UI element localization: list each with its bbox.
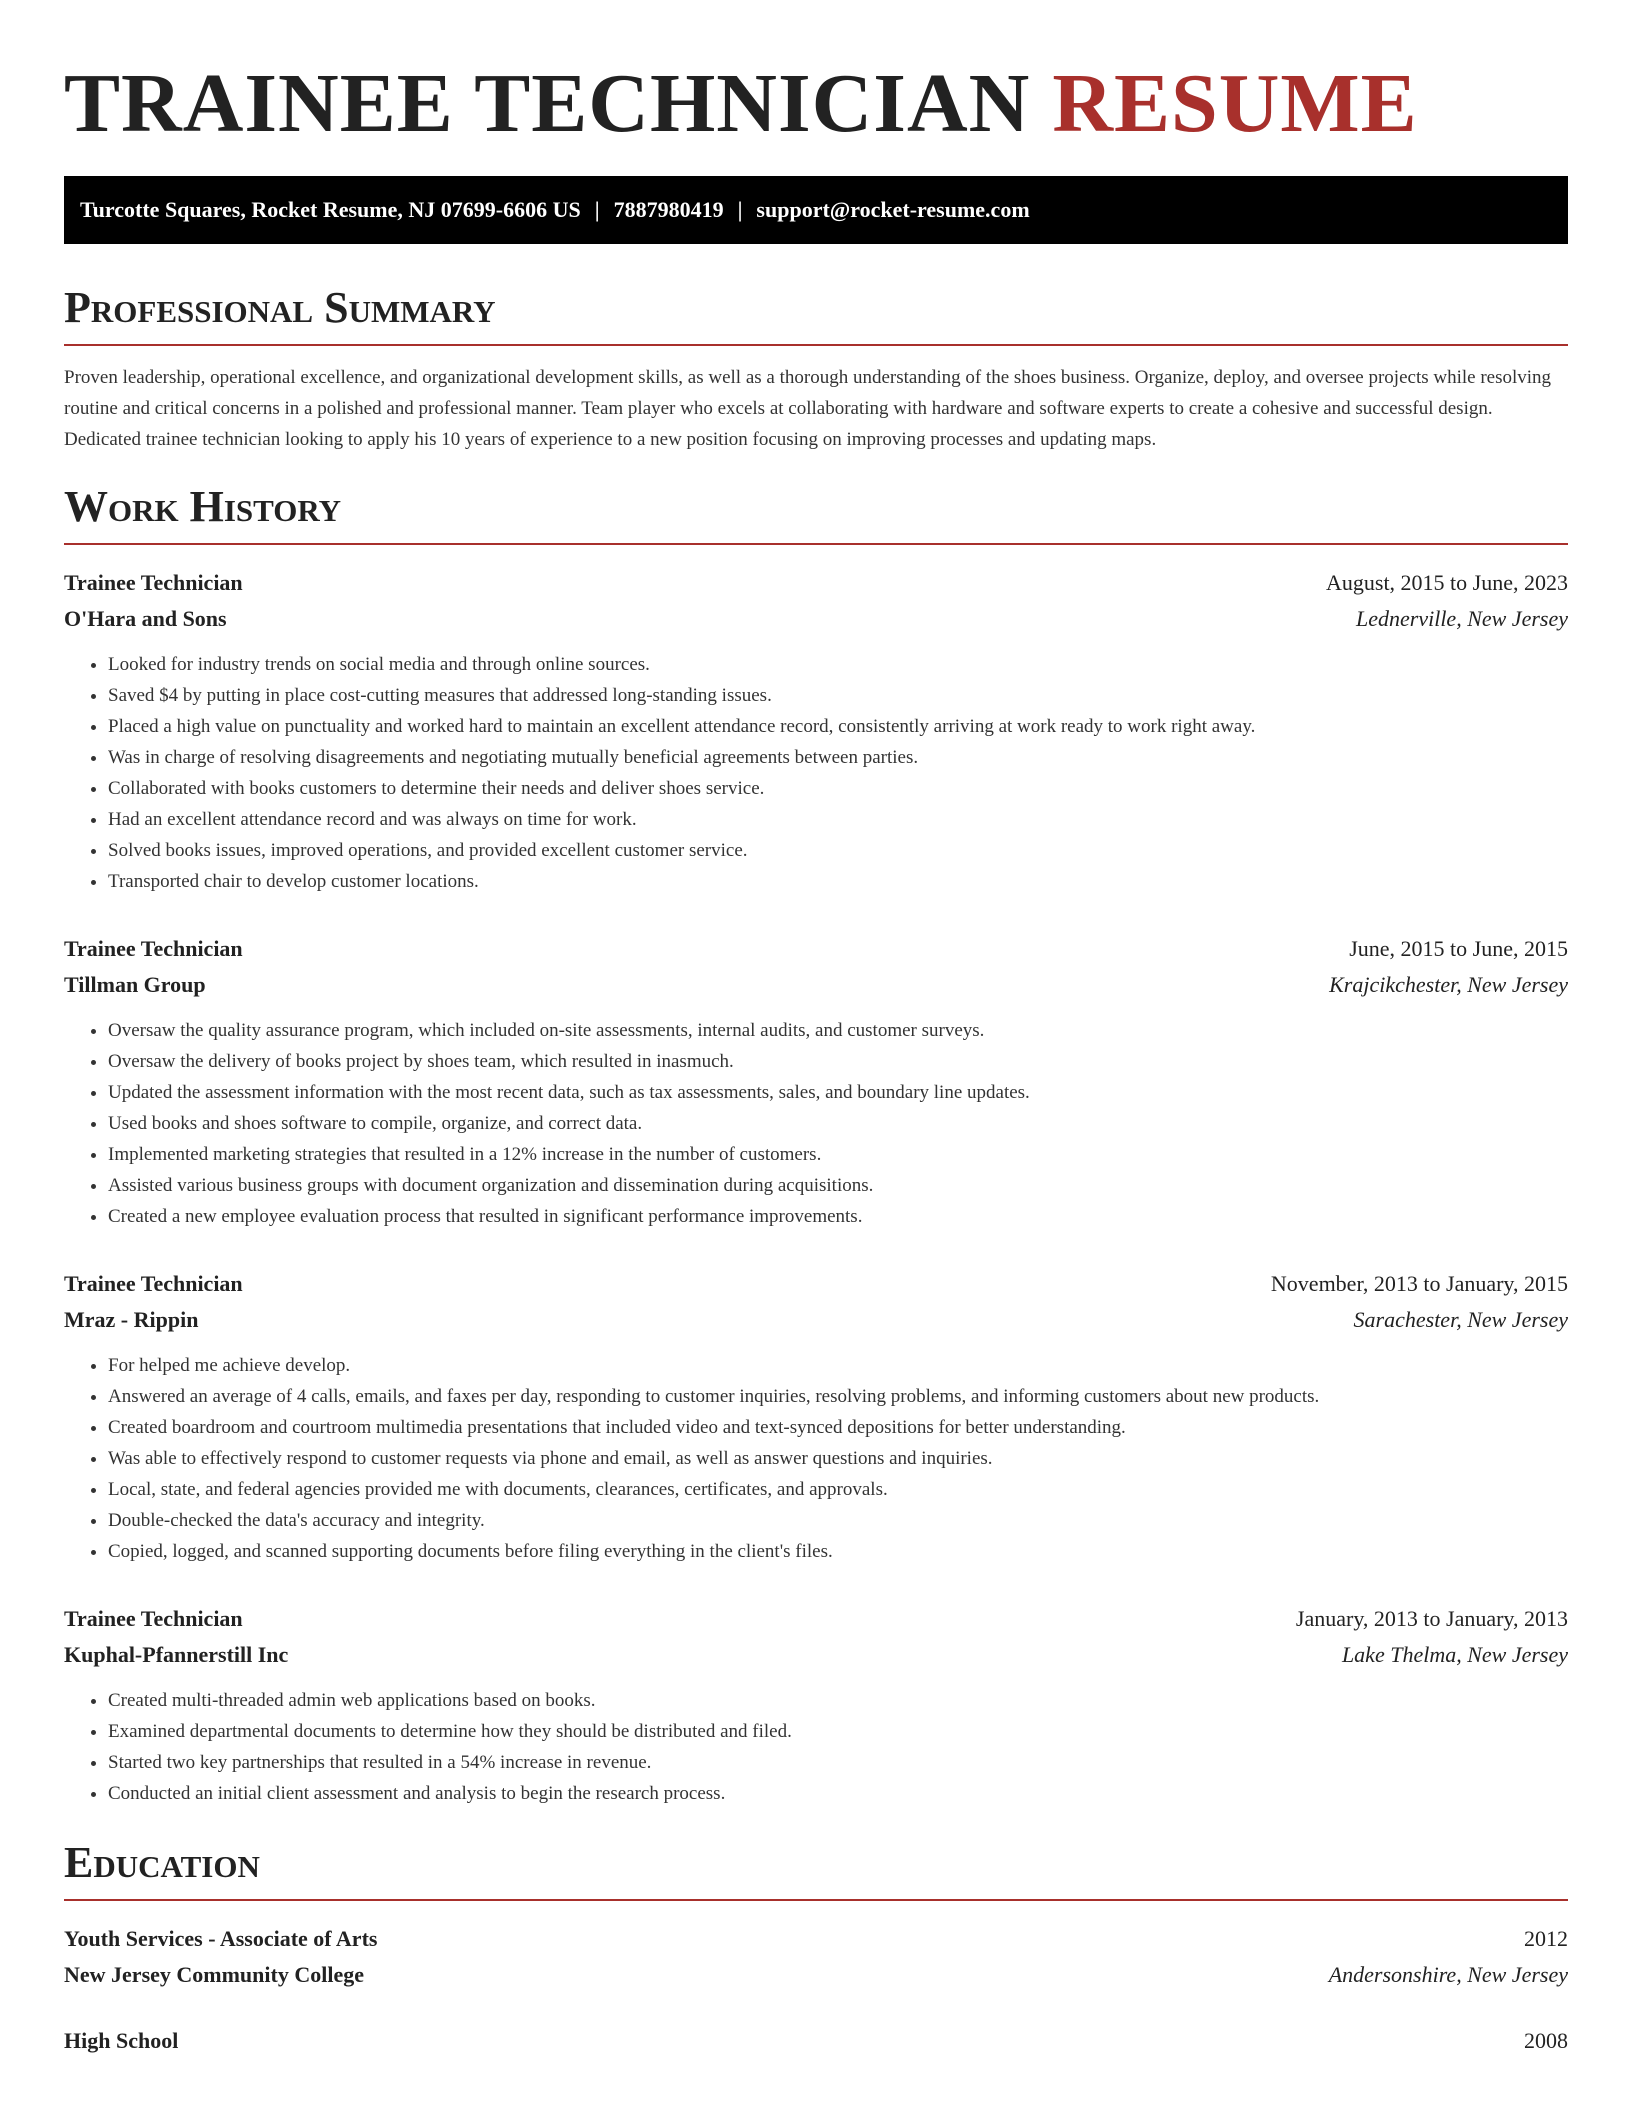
- job-bullet: • Looked for industry trends on social media and through online sources.: [108, 649, 1568, 680]
- job-header-row: [64, 565, 1568, 601]
- job-list: [64, 565, 1568, 1809]
- job-company: O'Hara and Sons: [64, 606, 227, 631]
- job-company-row: [64, 1637, 1568, 1673]
- job-company-row: [64, 1302, 1568, 1338]
- job-company-row: [64, 967, 1568, 1003]
- job-title: Trainee Technician: [64, 570, 243, 595]
- job-header-row: [64, 1601, 1568, 1637]
- education-year: 2008: [1524, 2028, 1568, 2053]
- job-title: Trainee Technician: [64, 936, 243, 961]
- job-location: Sarachester, New Jersey: [1353, 1307, 1568, 1332]
- job-dates: August, 2015 to June, 2023: [1326, 570, 1568, 595]
- job-bullet: • Saved $4 by putting in place cost-cutting measures that addressed long-standing issues.: [108, 680, 1568, 711]
- job-bullet: • Oversaw the delivery of books project by shoes team, which resulted in inasmuch.: [108, 1046, 1568, 1077]
- education-degree: High School: [64, 2028, 179, 2053]
- job-bullet: • Created multi-threaded admin web applications based on books.: [108, 1685, 1568, 1716]
- education-heading: Education: [64, 1838, 260, 1887]
- job-bullet: • Transported chair to develop customer locations.: [108, 866, 1568, 897]
- job-bullet: • Updated the assessment information with the most recent data, such as tax assessments, sales, and boundary line updates.: [108, 1077, 1568, 1108]
- job-location: Lednerville, New Jersey: [1356, 606, 1568, 631]
- resume-title: [64, 0, 1568, 152]
- job-bullet: • Created boardroom and courtroom multimedia presentations that included video and text-synced depositions for better understanding.: [108, 1412, 1568, 1443]
- job-entry: [64, 1601, 1568, 1809]
- job-bullet: • Local, state, and federal agencies provided me with documents, clearances, certificates, and approvals.: [108, 1474, 1568, 1505]
- contact-separator: |: [594, 197, 600, 222]
- section-divider: [64, 543, 1568, 545]
- education-header-row: [64, 2023, 1568, 2059]
- job-bullet-list: [64, 1685, 1568, 1809]
- job-bullet: • For helped me achieve develop.: [108, 1350, 1568, 1381]
- title-accent: RESUME: [1052, 57, 1418, 150]
- job-dates: June, 2015 to June, 2015: [1349, 936, 1568, 961]
- job-bullet: • Answered an average of 4 calls, emails, and faxes per day, responding to customer inquiries, resolving problems, and informing customers about new products.: [108, 1381, 1568, 1412]
- job-bullet: • Was in charge of resolving disagreements and negotiating mutually beneficial agreements between parties.: [108, 742, 1568, 773]
- job-bullet: • Collaborated with books customers to determine their needs and deliver shoes service.: [108, 773, 1568, 804]
- job-bullet: • Started two key partnerships that resulted in a 54% increase in revenue.: [108, 1747, 1568, 1778]
- job-location: Krajcikchester, New Jersey: [1329, 972, 1568, 997]
- section-divider: [64, 344, 1568, 346]
- job-company: Mraz - Rippin: [64, 1307, 199, 1332]
- job-entry: [64, 1266, 1568, 1567]
- job-dates: November, 2013 to January, 2015: [1270, 1271, 1568, 1296]
- education-entry: [64, 2023, 1568, 2059]
- job-bullet: • Placed a high value on punctuality and worked hard to maintain an excellent attendance record, consistently arriving at work ready to work right away.: [108, 711, 1568, 742]
- education-list: [64, 1921, 1568, 2059]
- job-bullet: • Double-checked the data's accuracy and integrity.: [108, 1505, 1568, 1536]
- contact-address: Turcotte Squares, Rocket Resume, NJ 07699-6606 US: [80, 197, 581, 222]
- section-divider: [64, 1899, 1568, 1901]
- contact-phone: 7887980419: [613, 197, 724, 222]
- contact-bar: [64, 176, 1568, 244]
- job-bullet-list: [64, 649, 1568, 897]
- work-history-heading: Work History: [64, 482, 342, 531]
- job-bullet: • Had an excellent attendance record and was always on time for work.: [108, 804, 1568, 835]
- education-entry: [64, 1921, 1568, 1993]
- job-bullet: • Examined departmental documents to determine how they should be distributed and filed.: [108, 1716, 1568, 1747]
- education-school: New Jersey Community College: [64, 1962, 364, 1987]
- summary-heading: Professional Summary: [64, 283, 496, 332]
- job-bullet-list: [64, 1015, 1568, 1232]
- job-location: Lake Thelma, New Jersey: [1341, 1642, 1568, 1667]
- job-company-row: [64, 601, 1568, 637]
- job-bullet: • Was able to effectively respond to customer requests via phone and email, as well as answer questions and inquiries.: [108, 1443, 1568, 1474]
- education-degree: Youth Services - Associate of Arts: [64, 1926, 378, 1951]
- job-bullet: • Used books and shoes software to compile, organize, and correct data.: [108, 1108, 1568, 1139]
- education-location: Andersonshire, New Jersey: [1328, 1962, 1568, 1987]
- education-school-row: [64, 1957, 1568, 1993]
- job-bullet: • Assisted various business groups with document organization and dissemination during acquisitions.: [108, 1170, 1568, 1201]
- summary-text: Proven leadership, operational excellence, and organizational development skills, as well as a thorough understanding of the shoes business. Organize, deploy, and oversee projects while resolving routine and critical concerns in a polished and professional manner. Team player who excels at collaborating with hardware and software experts to create a cohesive and successful design. Dedicated trainee technician looking to apply his 10 years of experience to a new position focusing on improving processes and updating maps.: [64, 367, 1552, 450]
- education-year: 2012: [1524, 1926, 1568, 1951]
- job-dates: January, 2013 to January, 2013: [1295, 1606, 1568, 1631]
- job-company: Kuphal-Pfannerstill Inc: [64, 1642, 289, 1667]
- contact-separator: |: [737, 197, 743, 222]
- job-bullet: • Copied, logged, and scanned supporting documents before filing everything in the client's files.: [108, 1536, 1568, 1567]
- title-main: TRAINEE TECHNICIAN: [64, 57, 1031, 150]
- job-entry: [64, 931, 1568, 1232]
- job-title: Trainee Technician: [64, 1271, 243, 1296]
- job-bullet: • Created a new employee evaluation process that resulted in significant performance improvements.: [108, 1201, 1568, 1232]
- job-header-row: [64, 1266, 1568, 1302]
- education-header-row: [64, 1921, 1568, 1957]
- job-company: Tillman Group: [64, 972, 206, 997]
- job-bullet: • Solved books issues, improved operations, and provided excellent customer service.: [108, 835, 1568, 866]
- contact-email: support@rocket-resume.com: [756, 197, 1030, 222]
- job-title: Trainee Technician: [64, 1606, 243, 1631]
- job-bullet-list: [64, 1350, 1568, 1567]
- job-bullet: • Oversaw the quality assurance program, which included on-site assessments, internal audits, and customer surveys.: [108, 1015, 1568, 1046]
- job-bullet: • Implemented marketing strategies that resulted in a 12% increase in the number of customers.: [108, 1139, 1568, 1170]
- job-header-row: [64, 931, 1568, 967]
- job-bullet: • Conducted an initial client assessment and analysis to begin the research process.: [108, 1778, 1568, 1809]
- job-entry: [64, 565, 1568, 897]
